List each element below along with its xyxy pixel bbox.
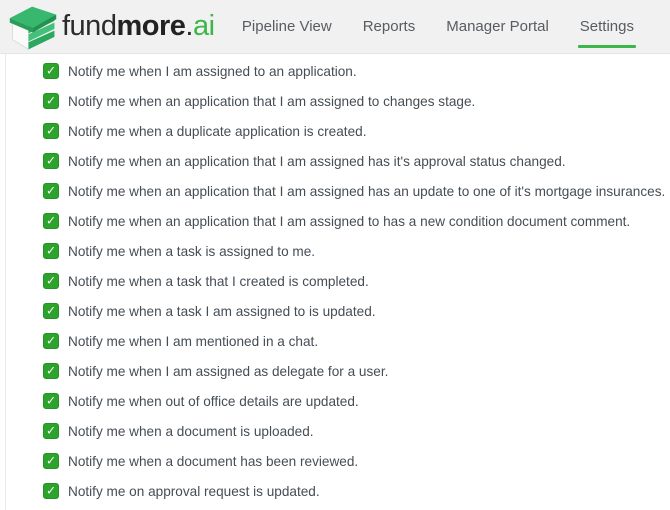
notification-label: Notify me when a task I am assigned to is updated. xyxy=(68,303,376,319)
nav-item-pipeline-view-label: Pipeline View xyxy=(241,18,332,35)
notification-checkbox-condition-document-comment[interactable] xyxy=(43,213,59,229)
notification-label: Notify me on approval request is updated. xyxy=(68,483,320,499)
notification-settings-list xyxy=(6,56,670,506)
notification-checkbox-assigned-task-updated[interactable] xyxy=(43,303,59,319)
nav-item-manager-portal-label: Manager Portal xyxy=(446,18,549,35)
notification-label: Notify me when an application that I am assigned to changes stage. xyxy=(68,93,476,109)
notification-label: Notify me when an application that I am assigned has an update to one of it's mortgage insurances. xyxy=(68,183,666,199)
notification-row xyxy=(6,176,670,206)
notification-checkbox-task-assigned-to-me[interactable] xyxy=(43,243,59,259)
notification-row xyxy=(6,56,670,86)
wordmark-ai: ai xyxy=(192,10,215,42)
notification-row xyxy=(6,266,670,296)
fundmore-wordmark xyxy=(62,10,215,43)
notification-label: Notify me when an application that I am assigned has it's approval status changed. xyxy=(68,153,566,169)
notification-checkbox-document-uploaded[interactable] xyxy=(43,423,59,439)
fundmore-logo-icon xyxy=(8,4,58,52)
check-icon: ✓ xyxy=(45,333,57,348)
check-icon: ✓ xyxy=(45,93,57,108)
notification-checkbox-out-of-office-updated[interactable] xyxy=(43,393,59,409)
nav-item-settings-label: Settings xyxy=(579,18,634,35)
check-icon: ✓ xyxy=(45,273,57,288)
notification-row xyxy=(6,326,670,356)
notification-row xyxy=(6,356,670,386)
check-icon: ✓ xyxy=(45,303,57,318)
notification-checkbox-assigned-as-delegate[interactable] xyxy=(43,363,59,379)
notification-checkbox-application-changes-stage[interactable] xyxy=(43,93,59,109)
main-nav xyxy=(242,0,634,53)
notification-checkbox-mentioned-in-chat[interactable] xyxy=(43,333,59,349)
notification-row xyxy=(6,116,670,146)
check-icon: ✓ xyxy=(45,183,57,198)
check-icon: ✓ xyxy=(45,213,57,228)
notification-checkbox-approval-status-changed[interactable] xyxy=(43,153,59,169)
notification-checkbox-document-reviewed[interactable] xyxy=(43,453,59,469)
notification-label: Notify me when a duplicate application is created. xyxy=(68,123,367,139)
check-icon: ✓ xyxy=(45,123,57,138)
check-icon: ✓ xyxy=(45,243,57,258)
check-icon: ✓ xyxy=(45,393,57,408)
notification-row xyxy=(6,416,670,446)
notification-row xyxy=(6,86,670,116)
notification-label: Notify me when I am mentioned in a chat. xyxy=(68,333,319,349)
fundmore-logo[interactable] xyxy=(8,2,215,52)
notification-checkbox-duplicate-application[interactable] xyxy=(43,123,59,139)
nav-item-manager-portal[interactable] xyxy=(446,0,549,53)
notification-row xyxy=(6,146,670,176)
notification-checkbox-assigned-to-application[interactable] xyxy=(43,63,59,79)
notification-row xyxy=(6,236,670,266)
wordmark-dot: . xyxy=(185,10,193,42)
nav-item-reports-label: Reports xyxy=(362,18,416,35)
check-icon: ✓ xyxy=(45,483,57,498)
notification-checkbox-mortgage-insurance-update[interactable] xyxy=(43,183,59,199)
check-icon: ✓ xyxy=(45,153,57,168)
notification-label: Notify me when a task is assigned to me. xyxy=(68,243,316,259)
top-navbar xyxy=(0,0,670,54)
check-icon: ✓ xyxy=(45,63,57,78)
notification-row xyxy=(6,446,670,476)
nav-item-settings[interactable] xyxy=(580,0,634,53)
notification-checkbox-created-task-completed[interactable] xyxy=(43,273,59,289)
check-icon: ✓ xyxy=(45,453,57,468)
notification-label: Notify me when I am assigned to an application. xyxy=(68,63,357,79)
check-icon: ✓ xyxy=(45,423,57,438)
settings-active-underline xyxy=(578,45,636,48)
notification-label: Notify me when a document has been reviewed. xyxy=(68,453,359,469)
notification-row xyxy=(6,296,670,326)
notification-row xyxy=(6,476,670,506)
notification-checkbox-approval-request-updated[interactable] xyxy=(43,483,59,499)
nav-item-pipeline-view[interactable] xyxy=(242,0,332,53)
check-icon: ✓ xyxy=(45,363,57,378)
wordmark-fund: fund xyxy=(62,10,117,42)
notification-settings-panel xyxy=(5,54,670,510)
notification-label: Notify me when a document is uploaded. xyxy=(68,423,314,439)
nav-item-reports[interactable] xyxy=(363,0,416,53)
notification-label: Notify me when a task that I created is completed. xyxy=(68,273,369,289)
notification-label: Notify me when out of office details are updated. xyxy=(68,393,359,409)
notification-row xyxy=(6,386,670,416)
wordmark-more: more xyxy=(116,10,186,42)
notification-label: Notify me when an application that I am assigned to has a new condition document comment. xyxy=(68,213,631,229)
notification-row xyxy=(6,206,670,236)
notification-label: Notify me when I am assigned as delegate for a user. xyxy=(68,363,389,379)
